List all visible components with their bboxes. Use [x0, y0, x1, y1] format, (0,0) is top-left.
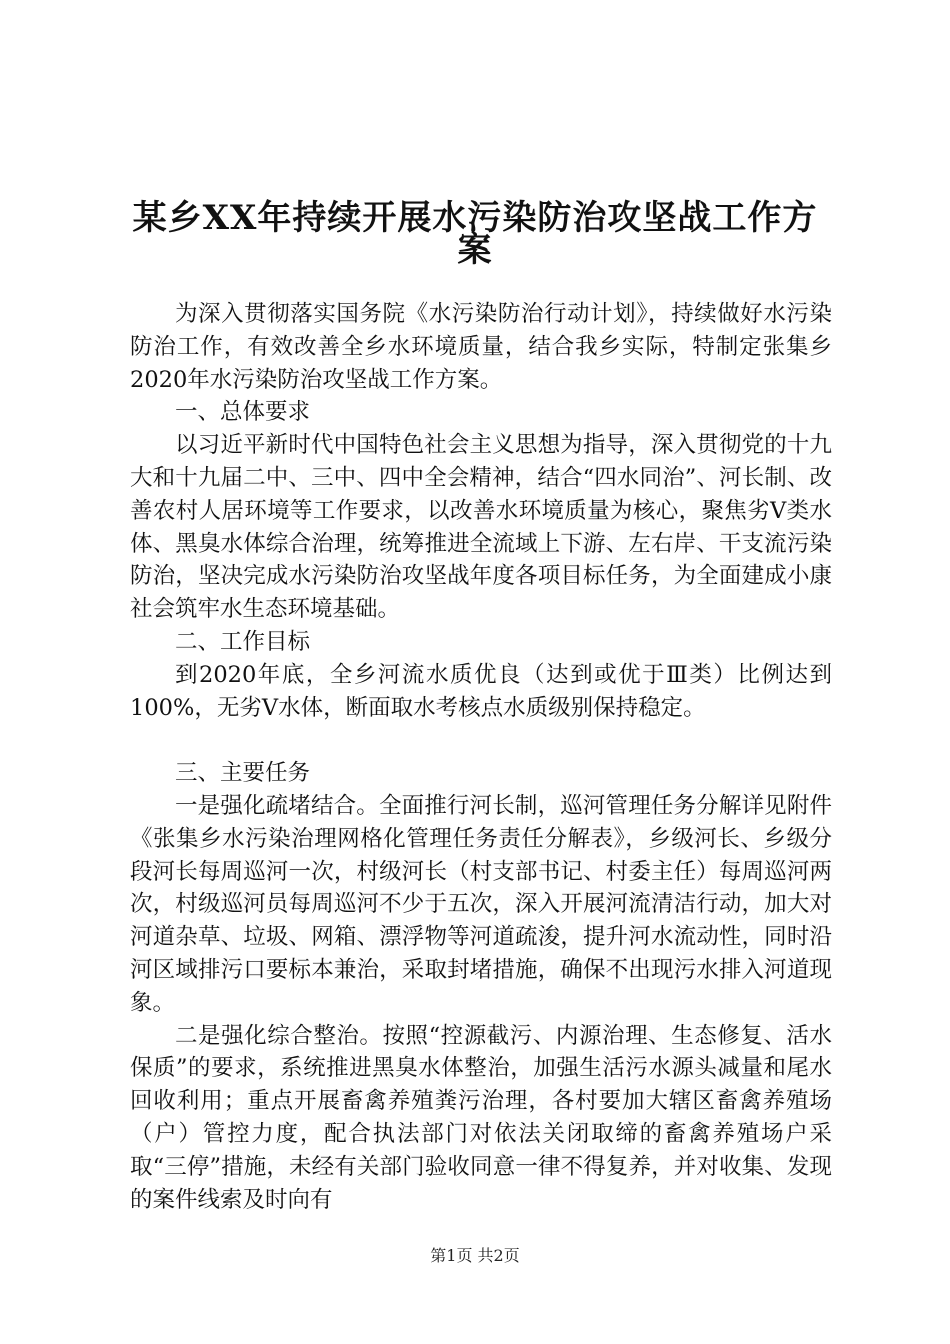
document-title-line-1: 某乡XX年持续开展水污染防治攻坚战工作方 — [132, 198, 818, 238]
page-footer: 第1页 共2页 — [430, 1246, 520, 1265]
paragraph-work-goals: 到2020年底，全乡河流水质优良（达到或优于Ⅲ类）比例达到100%，无劣Ⅴ水体，断面取水考核点水质级别保持稳定。 — [130, 661, 832, 721]
section-heading-work-goals: 二、工作目标 — [175, 628, 311, 655]
blank-line — [130, 724, 832, 757]
document-body — [130, 298, 832, 1216]
paragraph-task-one: 一是强化疏堵结合。全面推行河长制，巡河管理任务分解详见附件《张集乡水污染治理网格化管理任务责任分解表》，乡级河长、乡级分段河长每周巡河一次，村级河长（村支部书记、村委主任）每周巡河两次，村级巡河员每周巡河不少于五次，深入开展河流清洁行动，加大对河道杂草、垃圾、网箱、漂浮物等河道疏浚，提升河水流动性，同时沿河区域排污口要标本兼治，采取封堵措施，确保不出现污水排入河道现象。 — [130, 792, 832, 1016]
paragraph-intro: 为深入贯彻落实国务院《水污染防治行动计划》，持续做好水污染防治工作，有效改善全乡水环境质量，结合我乡实际，特制定张集乡2020年水污染防治攻坚战工作方案。 — [130, 301, 832, 393]
section-heading-main-tasks: 三、主要任务 — [175, 760, 311, 787]
paragraph-general-requirements: 以习近平新时代中国特色社会主义思想为指导，深入贯彻党的十九大和十九届二中、三中、四中全会精神，结合“四水同治”、河长制、改善农村人居环境等工作要求，以改善水环境质量为核心，聚焦劣Ⅴ类水体、黑臭水体综合治理，统筹推进全流域上下游、左右岸、干支流污染防治，坚决完成水污染防治攻坚战年度各项目标任务，为全面建成小康社会筑牢水生态环境基础。 — [130, 432, 832, 623]
section-heading-general-requirements: 一、总体要求 — [175, 399, 311, 426]
paragraph-task-two: 二是强化综合整治。按照“控源截污、内源治理、生态修复、活水保质”的要求，系统推进黑臭水体整治，加强生活污水源头减量和尾水回收利用；重点开展畜禽养殖粪污治理，各村要加大辖区畜禽养殖场（户）管控力度，配合执法部门对依法关闭取缔的畜禽养殖场户采取“三停”措施，未经有关部门验收同意一律不得复养，并对收集、发现的案件线索及时向有 — [130, 1022, 832, 1213]
document-title-line-2: 案 — [457, 230, 493, 270]
